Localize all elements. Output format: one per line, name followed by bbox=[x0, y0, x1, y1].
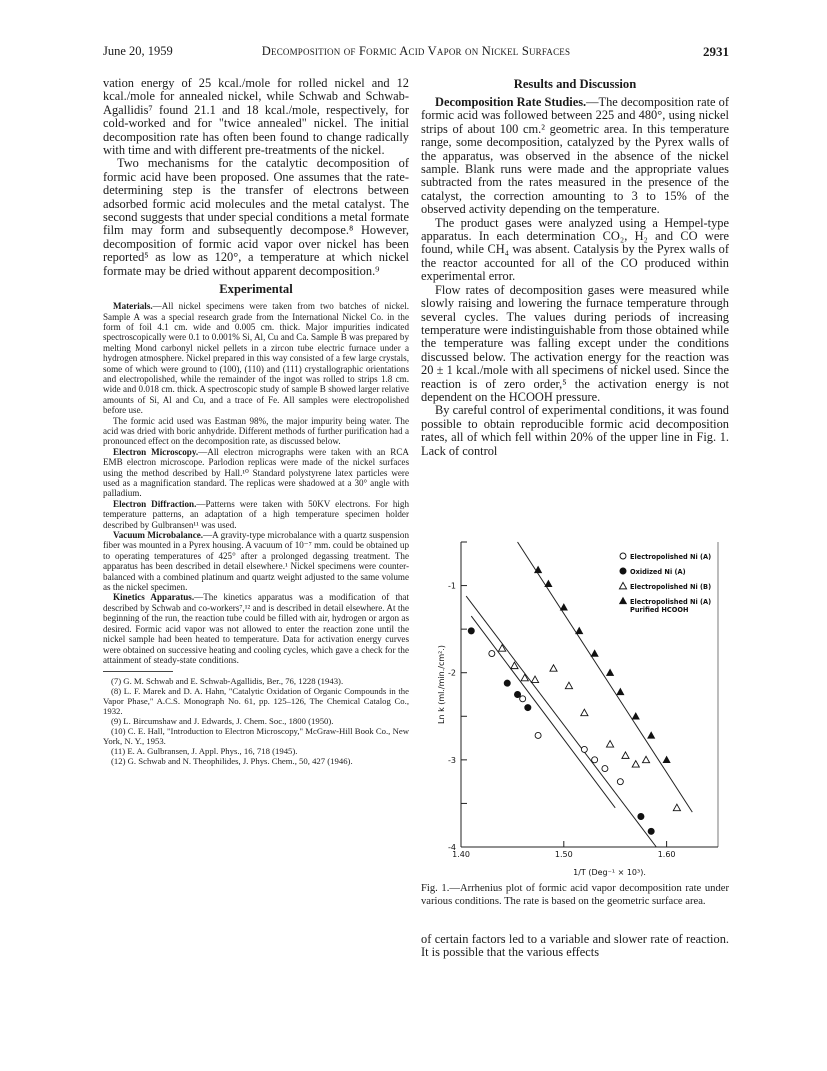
footnote: (8) L. F. Marek and D. A. Hahn, "Catalytic Oxidation of Organic Compounds in the Vapor Phase," A.C.S. Monograph No. 61, pp. 125–126, The Chemical Catalog Co., 1932. bbox=[103, 686, 409, 717]
continuation-text bbox=[421, 933, 729, 960]
legend-label-cont: Purified HCOOH bbox=[630, 606, 689, 614]
section-heading-results: Results and Discussion bbox=[513, 77, 637, 91]
data-point bbox=[606, 669, 613, 675]
data-point bbox=[617, 779, 623, 785]
data-point bbox=[606, 741, 613, 747]
y-axis-label: Ln k (ml./min./cm².) bbox=[437, 644, 446, 725]
data-point bbox=[520, 696, 526, 702]
vm-paragraph bbox=[103, 530, 409, 592]
legend-label: Oxidized Ni (A) bbox=[630, 568, 686, 576]
ka-paragraph bbox=[103, 592, 409, 665]
em-paragraph bbox=[103, 447, 409, 499]
y-tick-label: -4 bbox=[448, 843, 456, 852]
ed-paragraph bbox=[103, 499, 409, 530]
data-point bbox=[499, 645, 506, 651]
runin-text: —All nickel specimens were taken from two batches of nickel. Sample A was a special research grade from the International Nickel Co. in the form of foil 4.1 cm. wide and 0.005 cm. thick. Major impurities indicated spectroscopically were 0.1 to 0.001% Si, Al, Cu and Ca. Sample B was prepared by melting Mond carbonyl nickel pellets in a zircon tube electric furnace under a hydrogen atmosphere. Nickel prepared in this way consisted of a few large crystals, some of which were ground to (100), (110) and (111) crystallographic orientations and electropolished, while the remainder of the ingot was rolled to strips 1.8 cm. wide and 0.018 cm. thick. A spectroscopic study of sample B showed larger relative amounts of Si, Al and Cu, and a trace of Fe. All samples were electropolished before use. bbox=[103, 301, 409, 416]
arrhenius-plot bbox=[433, 532, 733, 882]
legend-label: Electropolished Ni (A) bbox=[630, 553, 712, 561]
data-point bbox=[648, 828, 654, 834]
fit-line bbox=[466, 596, 656, 847]
x-axis-label: 1/T (Deg⁻¹ × 10³). bbox=[573, 868, 646, 877]
runin-head: Electron Microscopy. bbox=[113, 446, 199, 457]
data-point bbox=[535, 732, 541, 738]
data-point bbox=[648, 732, 655, 738]
formic-paragraph: The formic acid used was Eastman 98%, the major impurity being water. The acid was dried with boric anhydride. Different methods of further purification had a pronounced effect on the decomposition rate, as discussed below. bbox=[103, 415, 409, 447]
data-point bbox=[489, 651, 495, 657]
figure-caption: Fig. 1.—Arrhenius plot of formic acid vapor decomposition rate under various conditions. The rate is based on the geometric surface area. bbox=[421, 883, 729, 907]
y-tick-label: -1 bbox=[448, 581, 456, 591]
materials-paragraph bbox=[103, 301, 409, 415]
paragraph: vation energy of 25 kcal./mole for rolled nickel and 12 kcal./mole for annealed nickel, while Schwab and Schwab-Agallidis⁷ found 21.1 and 18 kcal./mole, respectively, for cold-worked and for "twice annealed" nickel. The initial decomposition rate has often been found to change radically with time and with different pre-treatments of the nickel. bbox=[103, 76, 409, 158]
left-column bbox=[103, 77, 409, 766]
header-running-title: Decomposition of Formic Acid Vapor on Nickel Surfaces bbox=[261, 44, 571, 58]
data-point bbox=[673, 804, 680, 810]
paragraph: Flow rates of decomposition gases were measured while slowly raising and lowering the furnace temperature through several cycles. The values during periods of increasing temperature were indistinguishable from those obtained while the temperature was falling except under the conditions discussed below. The activation energy for the reaction was 20 ± 1 kcal./mole with all specimens of nickel used. Since the reaction is of zero order,⁵ the activation energy is not dependent on the HCOOH pressure. bbox=[421, 282, 729, 404]
runin-head: Electron Diffraction. bbox=[113, 498, 197, 509]
footnote: (7) G. M. Schwab and E. Schwab-Agallidis, Ber., 76, 1228 (1943). bbox=[111, 676, 344, 687]
data-point bbox=[560, 604, 567, 610]
data-point bbox=[591, 650, 598, 656]
x-tick-label: 1.60 bbox=[657, 850, 676, 859]
paragraph: By careful control of experimental conditions, it was found possible to obtain reproducible formic acid decomposition rates, all of which fell within 20% of the upper line in Fig. 1. Lack of control bbox=[421, 403, 729, 458]
paragraph bbox=[421, 96, 729, 217]
data-point bbox=[632, 713, 639, 719]
data-point bbox=[468, 628, 474, 634]
data-point bbox=[622, 752, 629, 758]
legend-label: Electropolished Ni (B) bbox=[630, 583, 712, 591]
data-point bbox=[521, 674, 528, 680]
runin-head: Vacuum Microbalance. bbox=[113, 530, 204, 541]
footnote-divider bbox=[103, 671, 173, 672]
data-point bbox=[581, 709, 588, 715]
runin-head: Decomposition Rate Studies. bbox=[435, 95, 587, 109]
legend-marker bbox=[620, 553, 626, 559]
y-tick-label: -3 bbox=[448, 755, 456, 765]
data-point bbox=[638, 813, 644, 819]
footnotes bbox=[103, 676, 409, 766]
section-heading-experimental: Experimental bbox=[219, 282, 293, 297]
footnote: (12) G. Schwab and N. Theophilides, J. Phys. Chem., 50, 427 (1946). bbox=[111, 756, 353, 767]
legend-marker bbox=[619, 582, 626, 588]
x-tick-label: 1.50 bbox=[554, 850, 573, 859]
runin-text: —All electron micrographs were taken with an RCA EMB electron microscope. Parlodion replicas were made of the nickel surfaces using the method described by Hall.¹⁰ Standard polystyrene latex particles were used as a magnification standard. The replicas were shadowed at a 30° angle with palladium. bbox=[103, 446, 409, 499]
header-date: June 20, 1959 bbox=[103, 44, 173, 58]
paragraph: of certain factors led to a variable and slower rate of reaction. It is possible that the various effects bbox=[421, 932, 729, 960]
data-point bbox=[576, 627, 583, 633]
data-point bbox=[581, 746, 587, 752]
running-header bbox=[103, 44, 729, 62]
data-point bbox=[531, 676, 538, 682]
legend-label: Electropolished Ni (A) bbox=[630, 598, 712, 606]
y-tick-label: -2 bbox=[448, 668, 456, 678]
footnote: (9) L. Bircumshaw and J. Edwards, J. Chem. Soc., 1800 (1950). bbox=[111, 716, 334, 727]
data-point bbox=[642, 756, 649, 762]
footnote: (11) E. A. Gulbransen, J. Appl. Phys., 16, 718 (1945). bbox=[111, 746, 298, 757]
data-point bbox=[514, 691, 520, 697]
figure-1 bbox=[433, 532, 733, 877]
runin-text: —The decomposition rate of formic acid was followed between 225 and 480°, using nickel strips of about 100 cm.² geometric area. In this temperature range, some decomposition, catalyzed by the Pyrex walls of the apparatus, was observed in the absence of the nickel sample. Blank runs were made and the appropriate values subtracted from the rates measured in the presence of the catalyst, the correction amounting to 3 to 15% of the observed activity depending on the temperature. bbox=[421, 95, 729, 217]
data-point bbox=[545, 580, 552, 586]
runin-head: Kinetics Apparatus. bbox=[113, 592, 195, 603]
runin-text: —A gravity-type microbalance with a quartz suspension fiber was mounted in a Pyrex housing. A vacuum of 10⁻⁷ mm. could be obtained up to operating temperatures of 425° after a prolonged degassing treatment. The apparatus has been described in detail elsewhere.¹ Nickel specimens were counter-balanced with a combined platinum and quartz weight adjusted to the same volume as the nickel specimen. bbox=[103, 530, 409, 593]
data-point bbox=[550, 665, 557, 671]
data-point bbox=[525, 704, 531, 710]
data-point bbox=[602, 766, 608, 772]
fit-line bbox=[471, 616, 615, 808]
data-point bbox=[504, 680, 510, 686]
data-point bbox=[663, 756, 670, 762]
paragraph: Two mechanisms for the catalytic decomposition of formic acid have been proposed. One assumes that the rate-determining step is the transfer of electrons between adsorbed formic acid molecules and the metal catalyst. The second suggests that under special conditions a metal formate film may form and subsequently decompose.⁸ However, decomposition of formic acid vapor over nickel has been reported⁵ as low as 120°, a temperature at which nickel formate may be dried without apparent decomposition.⁹ bbox=[103, 156, 409, 278]
legend-marker bbox=[619, 597, 626, 603]
data-point bbox=[565, 682, 572, 688]
runin-head: Materials. bbox=[113, 301, 153, 312]
legend-marker bbox=[620, 568, 626, 574]
runin-text: —The kinetics apparatus was a modification of that described by Schwab and co-workers⁷,¹² and is described in detail elsewhere. At the beginning of the run, the reaction tube could be filled with air, hydrogen or argon as desired. Formic acid vapor was not allowed to enter the reaction zone until the nickel sample had been heated to temperature. Data for activation energy curves were obtained on successive heating and cooling cycles, which gave a check for the attainment of steady-state conditions. bbox=[103, 592, 409, 665]
data-point bbox=[592, 757, 598, 763]
header-page-number: 2931 bbox=[703, 44, 729, 59]
runin-text: —Patterns were taken with 50KV electrons. For high temperature patterns, an adaptation of a high temperature specimen holder described by Gulbransen¹¹ was used. bbox=[103, 498, 409, 530]
paragraph: The product gases were analyzed using a Hempel-type apparatus. In each determination CO₂, H₂ and CO were found, while CH₄ was absent. Catalysis by the Pyrex walls of the reactor accounted for all of the CO produced within experimental error. bbox=[421, 215, 729, 284]
x-tick-label: 1.40 bbox=[452, 850, 470, 859]
right-column bbox=[421, 77, 729, 458]
data-point bbox=[617, 688, 624, 694]
footnote: (10) C. E. Hall, "Introduction to Electron Microscopy," McGraw-Hill Book Co., New York, N. Y., 1953. bbox=[103, 726, 409, 747]
data-point bbox=[632, 761, 639, 767]
